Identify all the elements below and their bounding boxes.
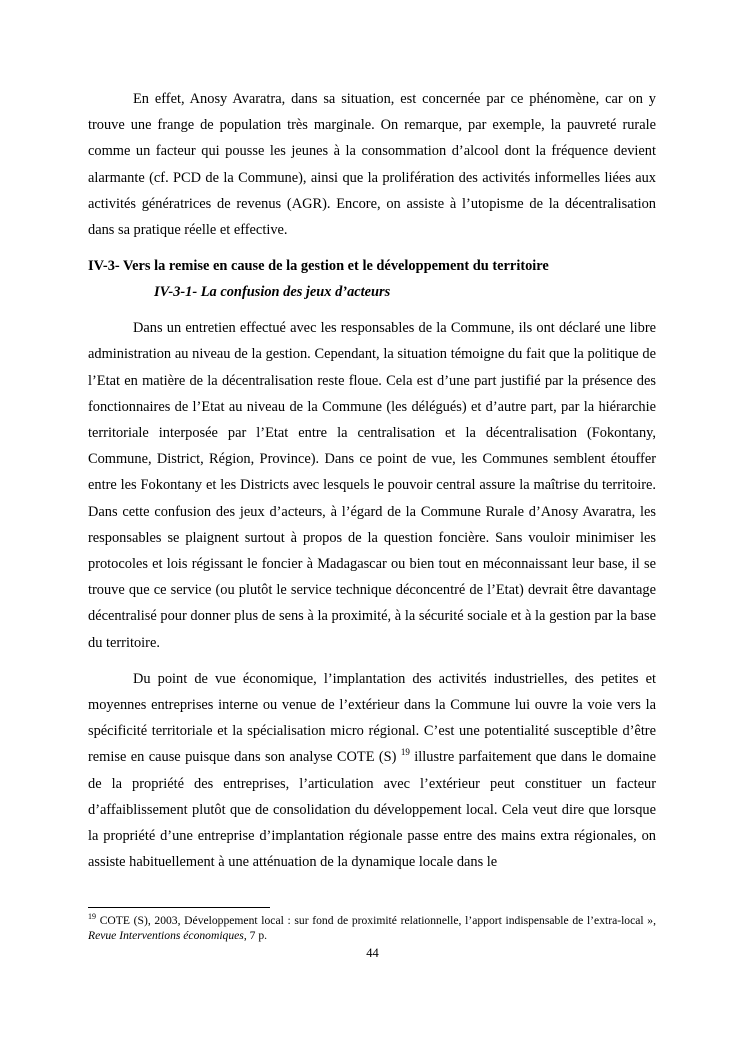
footnote-text-part2: , 7 p. [243, 929, 268, 942]
paragraph-economique-part2: illustre parfaitement que dans le domaine de la propriété des entreprises, l’articulation avec l’extérieur peut constituer un facteur d’affaiblissement plutôt que de consolidation du développement local. Cela veut dire que lorsque la propriété d’une entreprise d’implantation régionale passe entre des mains extra régionales, on assiste habituellement à une atténuation de la dynamique locale dans le [88, 749, 656, 871]
section-heading: IV-3- Vers la remise en cause de la gestion et le développement du territoire [88, 258, 549, 275]
footnote-text-part1: COTE (S), 2003, Développement local : sur fond de proximité relationnelle, l’apport indispensable de l’extra-local », [96, 914, 656, 927]
footnote-reference[interactable]: 19 [400, 747, 410, 758]
page-body [88, 86, 656, 885]
footnote [88, 913, 656, 943]
page-number: 44 [366, 946, 379, 960]
paragraph-economique-part1: Du point de vue économique, l’implantation des activités industrielles, des petites et moyennes entreprises interne ou venue de l’extérieur dans la Commune lui ouvre la voie vers la spécificité territoriale et la spécialisation micro régional. C’est une potentialité susceptible d’être remise en cause puisque dans son analyse COTE (S) [88, 670, 656, 766]
footnote-number: 19 [88, 912, 96, 922]
footnote-separator [88, 907, 270, 908]
subsection-heading: IV-3-1- La confusion des jeux d’acteurs [154, 284, 391, 301]
footnote-journal-title: Revue Interventions économiques [88, 929, 244, 942]
paragraph-economique [88, 666, 656, 876]
paragraph-anosy-avaratra: En effet, Anosy Avaratra, dans sa situation, est concernée par ce phénomène, car on y trouve une frange de population très marginale. On remarque, par exemple, la pauvreté rurale comme un facteur qui pousse les jeunes à la consommation d’alcool dont la fréquence devient alarmante (cf. PCD de la Commune), ainsi que la prolifération des activités informelles liées aux activités génératrices de revenus (AGR). Encore, on assiste à l’utopisme de la décentralisation dans sa pratique réelle et effective. [88, 91, 656, 239]
paragraph-entretien: Dans un entretien effectué avec les responsables de la Commune, ils ont déclaré une libre administration au niveau de la gestion. Cependant, la situation témoigne du fait que la politique de l’Etat en matière de la décentralisation reste floue. Cela est d’une part justifié par la présence des fonctionnaires de l’Etat au niveau de la Commune (les délégués) et d’autre part, par la hiérarchie territoriale interposée par l’Etat entre la centralisation et la décentralisation (Fokontany, Commune, District, Région, Province). Dans ce point de vue, les Communes semblent étouffer entre les Fokontany et les Districts avec lesquels le pouvoir central assure la maîtrise du territoire. Dans cette confusion des jeux d’acteurs, à l’égard de la Commune Rurale d’Anosy Avaratra, les responsables se plaignent surtout à propos de la question foncière. Sans vouloir minimiser les protocoles et lois régissant le foncier à Madagascar ou bien tout en méconnaissant leur base, il se trouve que ce service (ou plutôt le service technique déconcentré de l’Etat) devrait être davantage décentralisé pour donner plus de sens à la proximité, à la sécurité sociale et à la gestion par la base du territoire. [88, 320, 656, 651]
